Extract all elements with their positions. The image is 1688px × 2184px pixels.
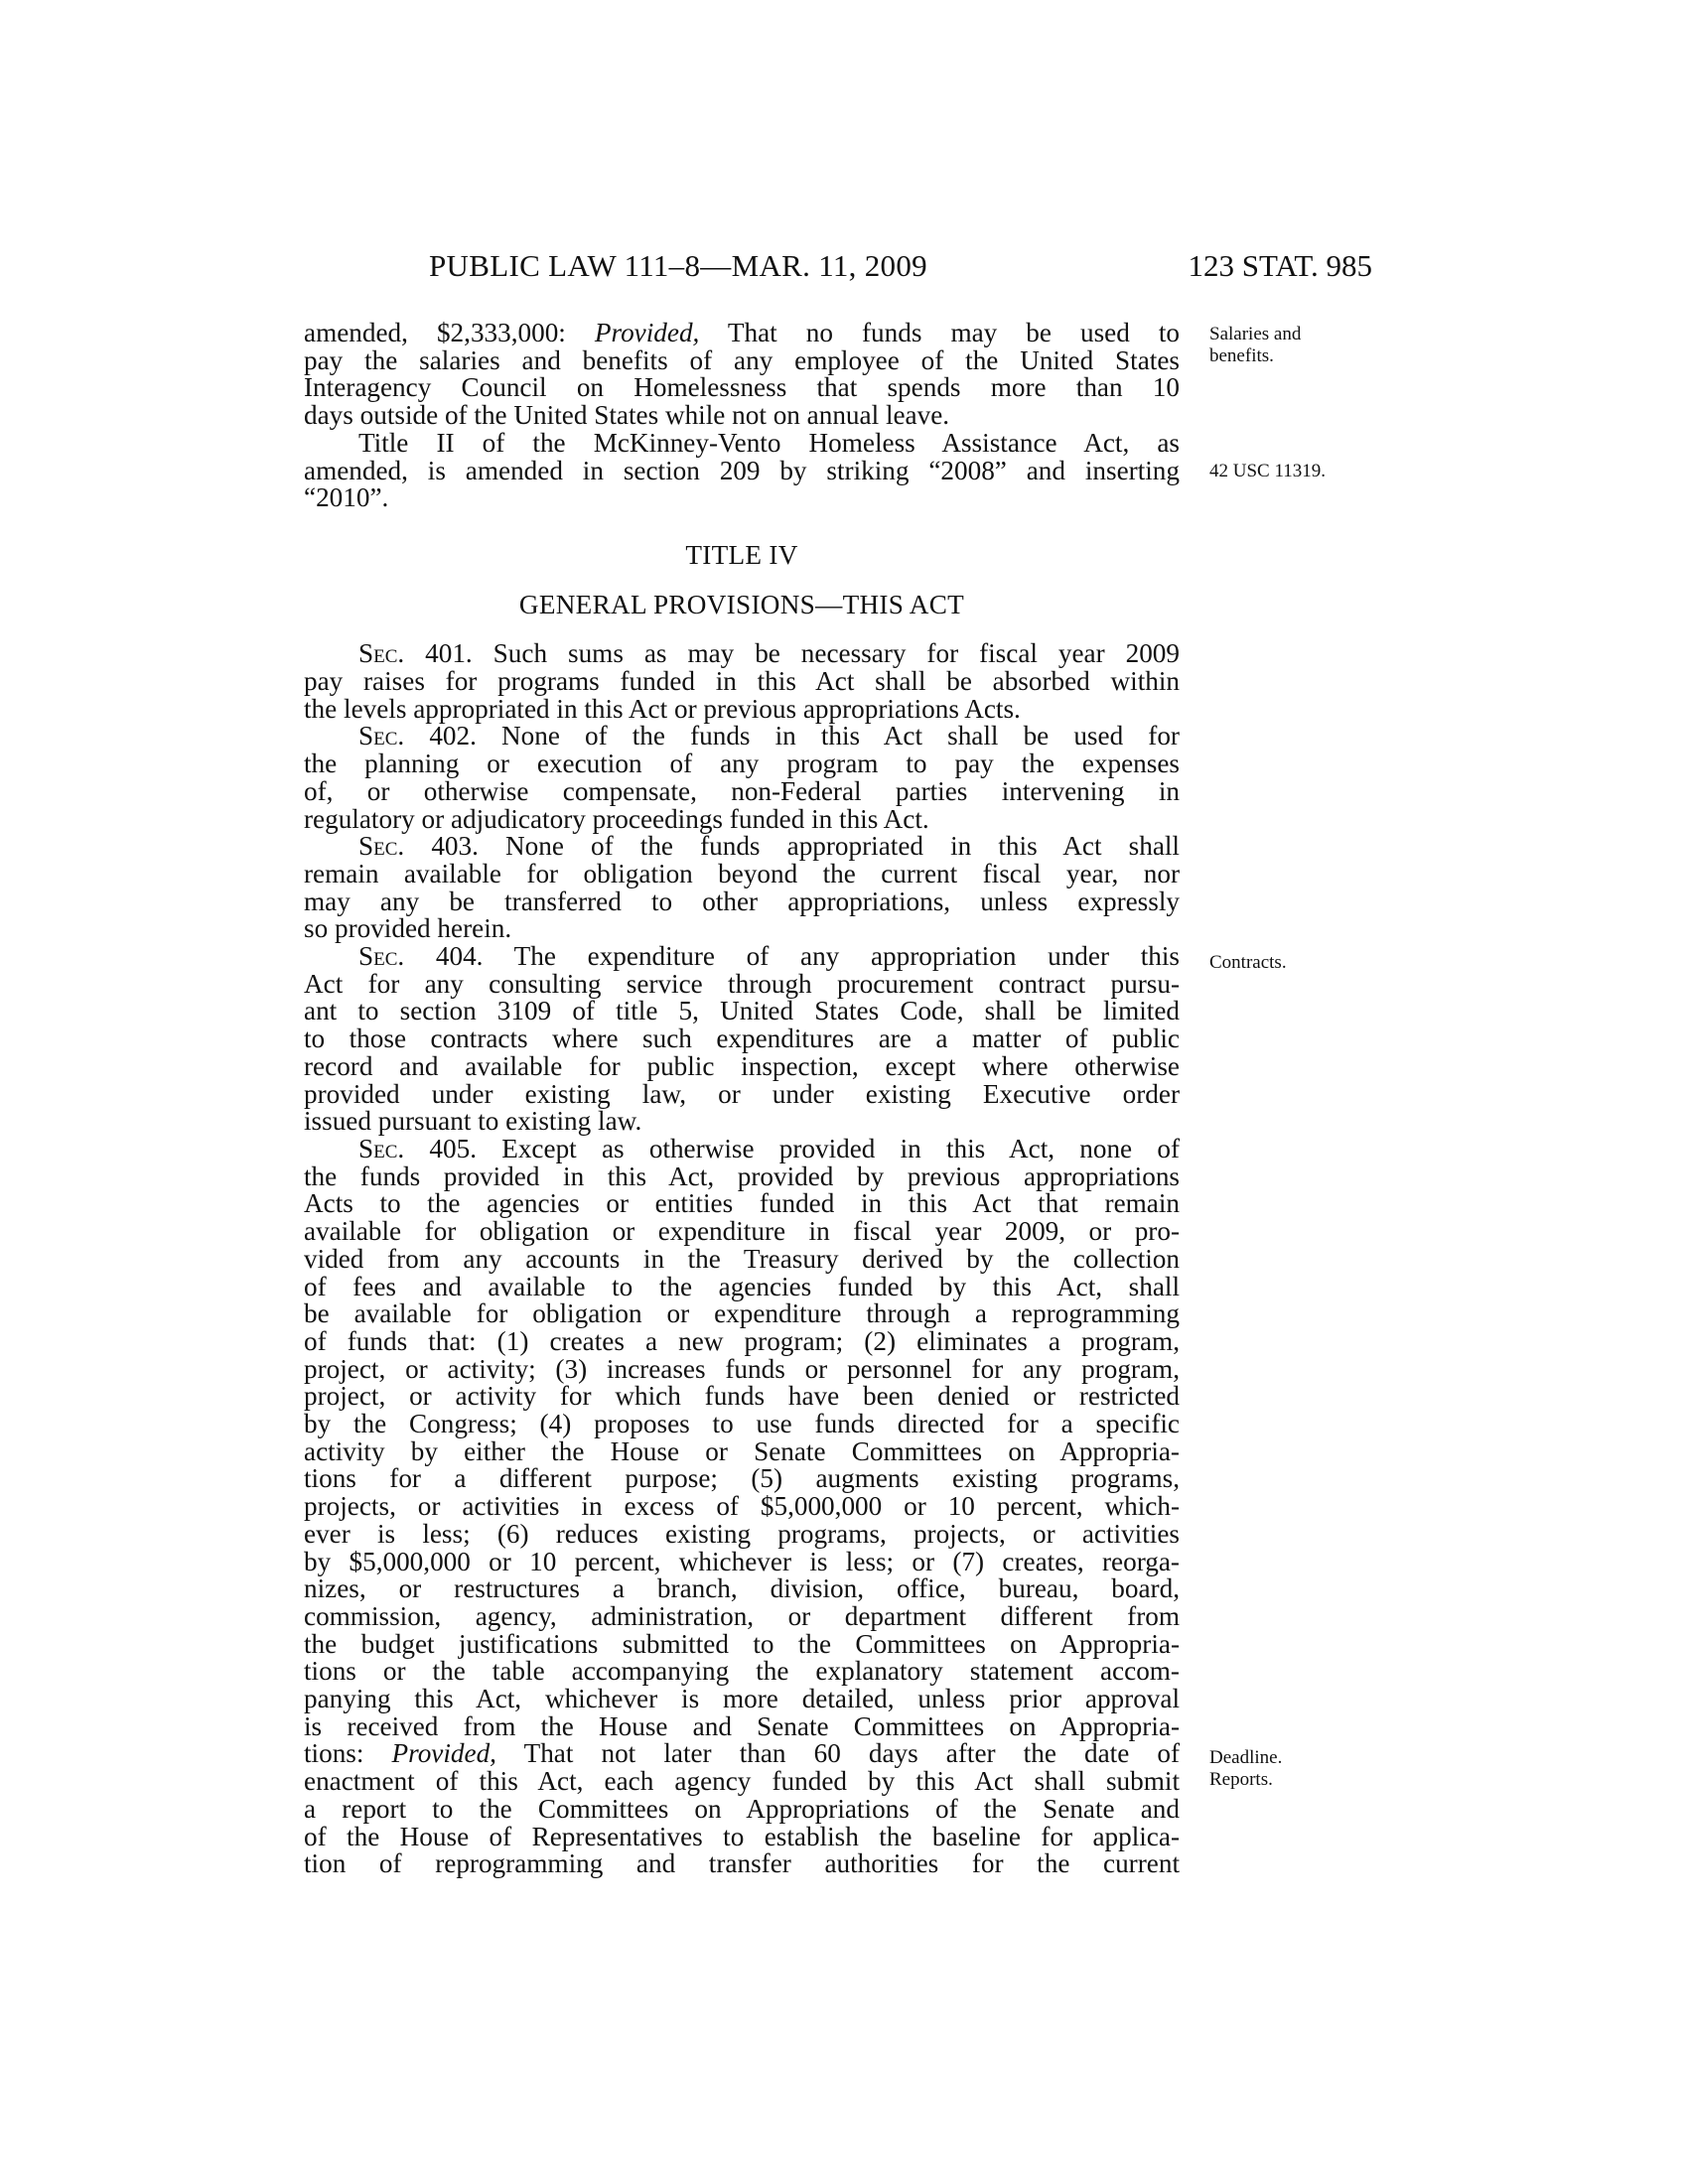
margin-note-line: Salaries and: [1209, 324, 1302, 344]
text-line: available for obligation or expenditure in fiscal year 2009, or pro-: [304, 1216, 1180, 1247]
text-line: Title II of the McKinney-Vento Homeless Assistance Act, as: [358, 427, 1180, 458]
text-line: pay the salaries and benefits of any employee of the United States: [304, 344, 1180, 375]
text-line: Sec. 402. None of the funds in this Act shall be used for: [358, 721, 1180, 751]
margin-note-usc: 42 USC 11319.: [1209, 461, 1327, 481]
text-line: amended, $2,333,000: Provided, That no funds may be used to: [304, 318, 1180, 347]
text-line: project, or activity for which funds have been denied or restricted: [304, 1381, 1180, 1412]
text-line: of, or otherwise compensate, non-Federal parties intervening in: [304, 775, 1180, 806]
margin-note-salaries: [1209, 324, 1301, 367]
margin-note-line: Reports.: [1209, 1769, 1273, 1790]
text-line: commission, agency, administration, or department different from: [304, 1600, 1180, 1631]
text-line: nizes, or restructures a branch, division, office, bureau, board,: [304, 1573, 1180, 1604]
text-line: pay raises for programs funded in this Act shall be absorbed within: [304, 666, 1180, 697]
text-line: “2010”.: [304, 482, 389, 513]
text-line: days outside of the United States while not on annual leave.: [304, 400, 950, 431]
text-line: is received from the House and Senate Committees on Appropria-: [304, 1710, 1180, 1741]
text-line: remain available for obligation beyond the current fiscal year, nor: [304, 858, 1180, 888]
text-line: record and available for public inspection, except where otherwise: [304, 1050, 1180, 1081]
section-404: [304, 943, 1180, 1136]
text-line: issued pursuant to existing law.: [304, 1106, 642, 1137]
section-405: [304, 1133, 1181, 1879]
text-line: regulatory or adjudicatory proceedings funded in this Act.: [304, 803, 929, 834]
text-line: be available for obligation or expenditure through a reprogramming: [304, 1298, 1180, 1329]
text-line: a report to the Committees on Appropriations of the Senate and: [304, 1793, 1180, 1824]
running-head: [0, 248, 1688, 288]
section-403: [304, 833, 1180, 943]
section-402: [304, 723, 1180, 833]
text-line: ant to section 3109 of title 5, United States Code, shall be limited: [304, 996, 1180, 1026]
margin-note-contracts: Contracts.: [1209, 952, 1287, 973]
text-line: the budget justifications submitted to the Committees on Appropria-: [304, 1628, 1180, 1659]
text-line: activity by either the House or Senate Committees on Appropria-: [304, 1435, 1180, 1466]
text-line: Sec. 405. Except as otherwise provided in this Act, none of: [358, 1133, 1180, 1163]
paragraph-amended-provided: [304, 320, 1180, 430]
text-line: to those contracts where such expenditures are a matter of public: [304, 1024, 1180, 1054]
running-head-page-number: 123 STAT. 985: [1188, 248, 1372, 283]
text-line: tions or the table accompanying the explanatory statement accom-: [304, 1656, 1180, 1687]
text-line: by the Congress; (4) proposes to use funds directed for a specific: [304, 1409, 1180, 1439]
text-line: provided under existing law, or under existing Executive order: [304, 1078, 1180, 1109]
text-line: ever is less; (6) reduces existing programs, projects, or activities: [304, 1518, 1180, 1549]
text-line: amended, is amended in section 209 by striking “2008” and inserting: [304, 455, 1180, 485]
text-line: of the House of Representatives to establish the baseline for applica-: [304, 1821, 1180, 1851]
text-line: Sec. 404. The expenditure of any appropriation under this: [358, 941, 1180, 972]
margin-note-deadline-reports: [1209, 1747, 1282, 1791]
text-line: enactment of this Act, each agency funded by this Act shall submit: [304, 1766, 1180, 1797]
text-line: panying this Act, whichever is more detailed, unless prior approval: [304, 1684, 1180, 1714]
text-line: the funds provided in this Act, provided by previous appropriations: [304, 1160, 1180, 1191]
running-head-title: PUBLIC LAW 111–8—MAR. 11, 2009: [429, 248, 927, 283]
text-line: tions: Provided, That not later than 60 days after the date of: [304, 1738, 1181, 1769]
text-line: of funds that: (1) creates a new program; (2) eliminates a program,: [304, 1325, 1180, 1356]
text-line: Sec. 401. Such sums as may be necessary for fiscal year 2009: [358, 638, 1180, 669]
text-line: tions for a different purpose; (5) augments existing programs,: [304, 1463, 1180, 1494]
text-line: project, or activity; (3) increases funds or personnel for any program,: [304, 1353, 1180, 1384]
section-401: [304, 640, 1180, 723]
text-line: the planning or execution of any program to pay the expenses: [304, 749, 1180, 779]
text-line: may any be transferred to other appropriations, unless expressly: [304, 886, 1180, 916]
text-line: tion of reprogramming and transfer authorities for the current: [304, 1848, 1180, 1879]
text-line: projects, or activities in excess of $5,000,000 or 10 percent, which-: [304, 1491, 1180, 1522]
document-body: [304, 320, 1180, 1878]
subtitle-heading: GENERAL PROVISIONS—THIS ACT: [518, 589, 965, 619]
text-line: Interagency Council on Homelessness that spends more than 10: [304, 372, 1180, 403]
margin-note-line: benefits.: [1209, 345, 1274, 366]
text-line: Sec. 403. None of the funds appropriated in this Act shall: [358, 831, 1180, 862]
text-line: so provided herein.: [304, 913, 512, 944]
text-line: of fees and available to the agencies funded by this Act, shall: [304, 1271, 1180, 1301]
text-line: vided from any accounts in the Treasury derived by the collection: [304, 1243, 1180, 1274]
text-line: by $5,000,000 or 10 percent, whichever is less; or (7) creates, reorga-: [304, 1546, 1180, 1576]
margin-note-line: Deadline.: [1209, 1747, 1283, 1768]
text-line: the levels appropriated in this Act or previous appropriations Acts.: [304, 693, 1021, 724]
paragraph-mckinney-vento: [304, 427, 1180, 513]
title-heading: TITLE IV: [685, 539, 798, 570]
text-line: Acts to the agencies or entities funded in this Act that remain: [304, 1188, 1180, 1219]
text-line: Act for any consulting service through procurement contract pursu-: [304, 968, 1180, 999]
